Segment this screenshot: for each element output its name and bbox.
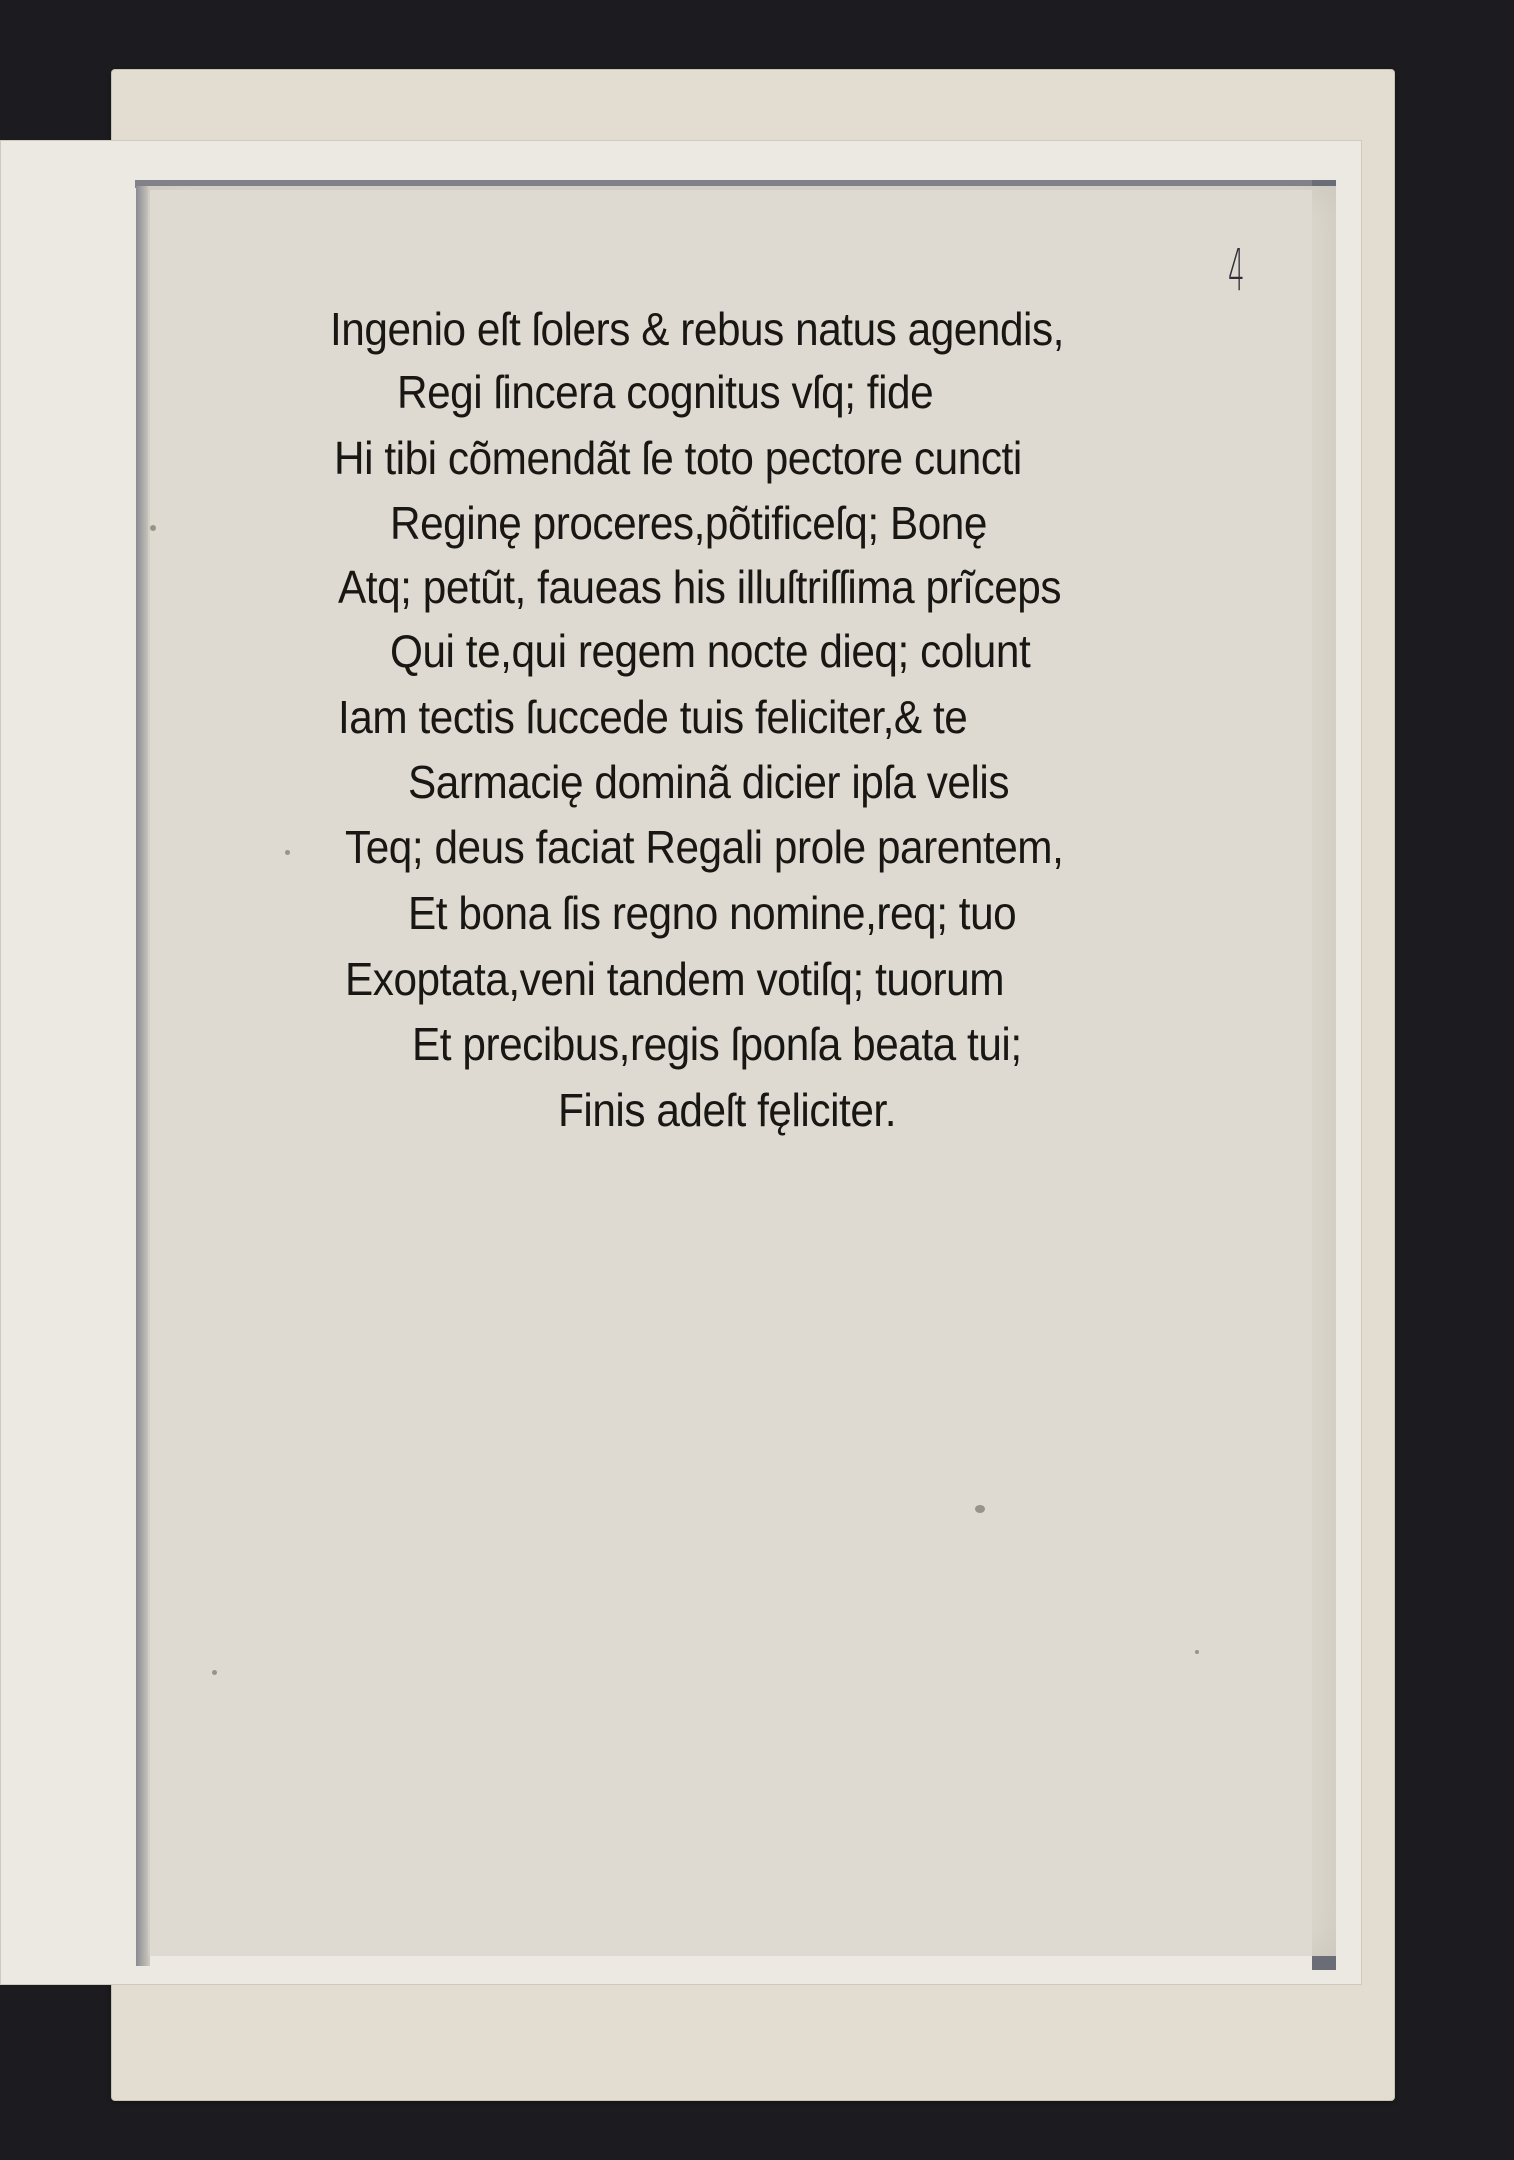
verse-line: Et bona ſis regno nomine,req; tuo: [408, 887, 1017, 939]
verse-line: Exoptata,veni tandem votiſq; tuorum: [345, 953, 1005, 1005]
verse-line: Qui te,qui regem nocte dieq; colunt: [390, 625, 1031, 677]
verse-line: Reginę proceres,põtificeſq; Bonę: [390, 497, 987, 549]
verse-line: Sarmacię dominã dicier ipſa velis: [408, 756, 1010, 808]
verse-line: Et precibus,regis ſponſa beata tui;: [412, 1018, 1022, 1070]
colophon-line: Finis adeſt fęliciter.: [558, 1084, 896, 1136]
verse-line: Hi tibi cõmendãt ſe toto pectore cuncti: [334, 432, 1022, 484]
verse-line: Regi ſincera cognitus vſq; fide: [397, 366, 934, 418]
verse-line: Iam tectis ſuccede tuis feliciter,& te: [338, 691, 968, 743]
folio-number: 4: [1228, 236, 1245, 304]
verse-line: Ingenio eſt ſolers & rebus natus agendis,: [330, 303, 1064, 355]
verse-line: Teq; deus faciat Regali prole parentem,: [345, 821, 1064, 873]
verse-line: Atq; petũt, faueas his illuſtriſſima prĩceps: [338, 561, 1062, 613]
